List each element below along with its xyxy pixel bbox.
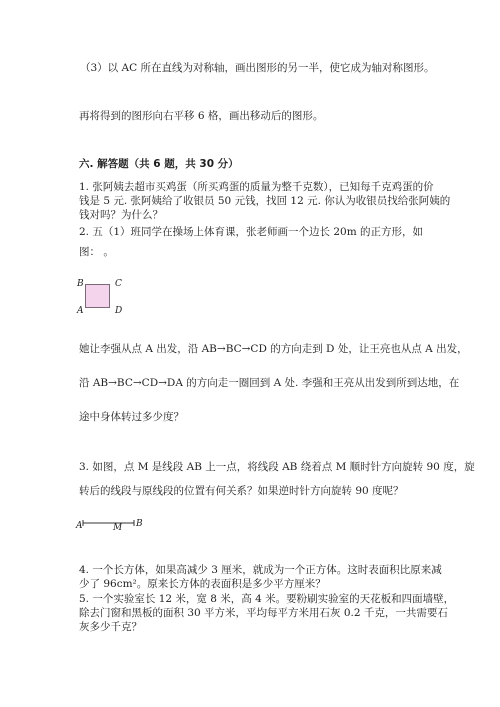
problem-1-line-2: 钱是 5 元. 张阿姨给了收银员 50 元钱，找回 12 元. 你认为收银员找给张阿姨的 — [79, 195, 451, 207]
problem-5-line-2: 除去门窗和黑板的面积 30 平方米，平均每平方米用石灰 0.2 千克，一共需要石 — [79, 607, 448, 619]
segment-label-b: B — [136, 519, 143, 529]
segment-label-m: M — [113, 523, 123, 533]
square-label-a: A — [77, 306, 84, 316]
segment-label-a: A — [76, 521, 83, 531]
problem-2-line-2: 图： 。 — [79, 246, 114, 258]
problem-4-line-2: 少了 96cm²。原来长方体的表面积是多少平方厘米？ — [79, 578, 326, 590]
problem-1-line-3: 钱对吗？为什么？ — [79, 209, 163, 221]
square-label-b: B — [77, 279, 84, 289]
problem-2-line-4: 沿 AB→BC→CD→DA 的方向走一圈回到 A 处. 李强和王亮从出发到所到达地，在 — [79, 377, 460, 389]
problem-2-line-1: 2. 五（1）班同学在操场上体育课，张老师画一个边长 20m 的正方形，如 — [79, 226, 424, 238]
shift-instruction: 再将得到的图形向右平移 6 格，画出移动后的图形。 — [79, 110, 324, 122]
square-label-c: C — [115, 279, 122, 289]
section-title: 六. 解答题（共 6 题，共 30 分） — [79, 158, 239, 170]
segment-line — [80, 516, 138, 532]
problem-5-line-1: 5. 一个实验室长 12 米，宽 8 米，高 4 米。要粉刷实验室的天花板和四面墙壁， — [79, 593, 455, 605]
problem-2-line-5: 途中身体转过多少度？ — [79, 411, 184, 423]
problem-3-line-2: 转后的线段与原线段的位置有何关系？如果逆时针方向旋转 90 度呢？ — [79, 485, 404, 497]
problem-4-line-1: 4. 一个长方体，如果高减少 3 厘米，就成为一个正方体。这时表面积比原来减 — [79, 564, 442, 576]
square-shape — [85, 284, 110, 308]
problem-5-line-3: 灰多少千克？ — [79, 621, 142, 633]
problem-2-line-3: 她让李强从点 A 出发，沿 AB→BC→CD 的方向走到 D 处，让王亮也从点 A 出发， — [79, 343, 468, 355]
problem-1-line-1: 1. 张阿姨去超市买鸡蛋（所买鸡蛋的质量为整千克数），已知每千克鸡蛋的价 — [79, 181, 434, 193]
square-label-d: D — [115, 306, 123, 316]
problem-3-line-1: 3. 如图，点 M 是线段 AB 上一点，将线段 AB 绕着点 M 顺时针方向旋转 90 度，旋 — [79, 461, 475, 473]
q3-sub-instruction: （3）以 AC 所在直线为对称轴，画出图形的另一半，使它成为轴对称图形。 — [80, 62, 435, 74]
